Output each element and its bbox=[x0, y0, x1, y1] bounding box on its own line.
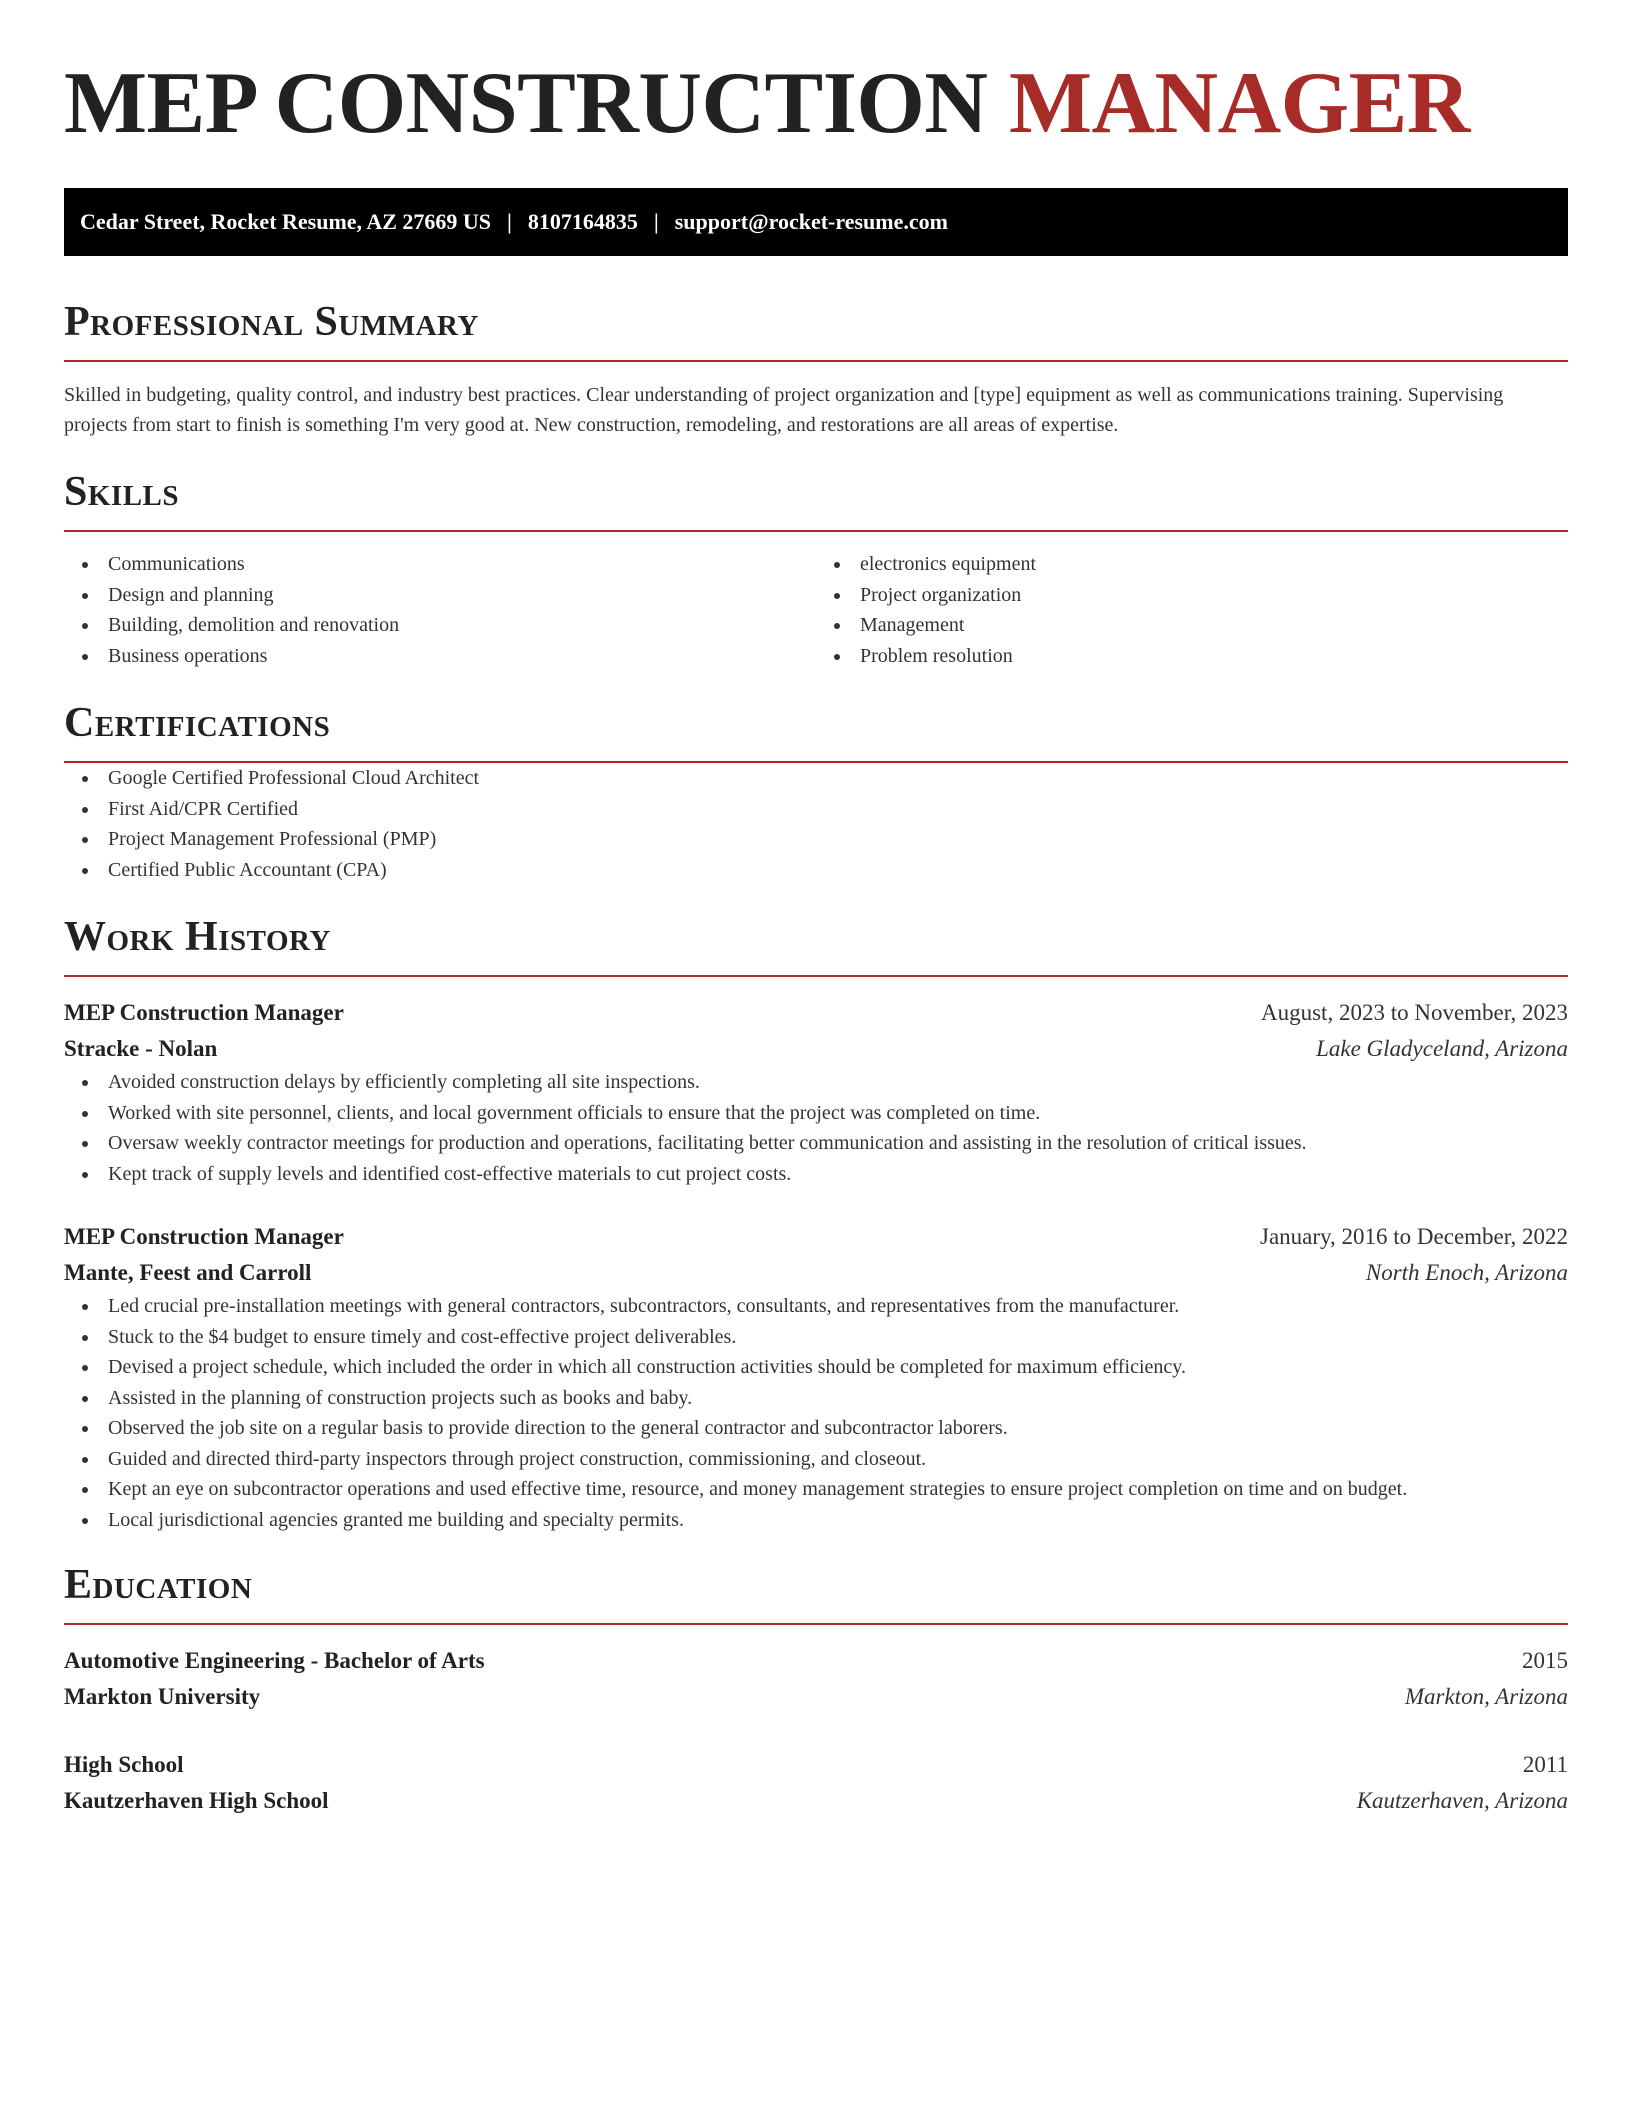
contact-address: Cedar Street, Rocket Resume, AZ 27669 US bbox=[80, 209, 492, 234]
skill-item: Problem resolution bbox=[816, 641, 1568, 672]
skills-section bbox=[64, 468, 1568, 671]
job-company: Mante, Feest and Carroll bbox=[64, 1260, 312, 1285]
section-title-work-history: Work History bbox=[64, 914, 331, 960]
certification-item: Certified Public Accountant (CPA) bbox=[64, 855, 1568, 886]
job-company-row bbox=[64, 1255, 1568, 1291]
job-header-row bbox=[64, 995, 1568, 1031]
job-duty: Assisted in the planning of construction projects such as books and baby. bbox=[64, 1383, 1568, 1414]
education-entry bbox=[64, 1643, 1568, 1715]
education-location: Markton, Arizona bbox=[1404, 1684, 1568, 1709]
certification-item: First Aid/CPR Certified bbox=[64, 794, 1568, 825]
education-header-row bbox=[64, 1643, 1568, 1679]
education-location: Kautzerhaven, Arizona bbox=[1356, 1788, 1568, 1813]
job-duty: Kept an eye on subcontractor operations and used effective time, resource, and money management strategies to ensure project completion on time and on budget. bbox=[64, 1474, 1568, 1505]
skill-item: electronics equipment bbox=[816, 549, 1568, 580]
job-duty: Stuck to the $4 budget to ensure timely and cost-effective project deliverables. bbox=[64, 1322, 1568, 1353]
education-header-row bbox=[64, 1747, 1568, 1783]
skills-grid bbox=[64, 549, 1568, 671]
resume-name bbox=[64, 55, 1568, 152]
job-entry bbox=[64, 995, 1568, 1189]
skill-item: Communications bbox=[64, 549, 816, 580]
job-duty: Guided and directed third-party inspectors through project construction, commissioning, and closeout. bbox=[64, 1444, 1568, 1475]
work-history-section bbox=[64, 913, 1568, 1535]
education-year: 2015 bbox=[1522, 1648, 1568, 1673]
job-duty: Devised a project schedule, which included the order in which all construction activities should be completed for maximum efficiency. bbox=[64, 1352, 1568, 1383]
job-duty: Observed the job site on a regular basis to provide direction to the general contractor and subcontractor laborers. bbox=[64, 1413, 1568, 1444]
education-section bbox=[64, 1561, 1568, 1819]
skill-item: Project organization bbox=[816, 580, 1568, 611]
job-entry bbox=[64, 1219, 1568, 1535]
summary-text: Skilled in budgeting, quality control, and industry best practices. Clear understanding of project organization and [type] equipment as well as communications training. Supervising projects from start to finish is something I'm very good at. New construction, remodeling, and restorations are all areas of expertise. bbox=[64, 384, 1504, 436]
contact-email: support@rocket-resume.com bbox=[674, 209, 948, 234]
name-accent: MANAGER bbox=[1008, 55, 1470, 152]
job-duties-list bbox=[64, 1067, 1568, 1189]
job-dates: January, 2016 to December, 2022 bbox=[1260, 1224, 1568, 1249]
skills-column-left bbox=[64, 549, 816, 671]
contact-bar bbox=[64, 188, 1568, 256]
education-degree: Automotive Engineering - Bachelor of Arts bbox=[64, 1648, 485, 1673]
job-dates: August, 2023 to November, 2023 bbox=[1261, 1000, 1568, 1025]
section-divider bbox=[64, 530, 1568, 532]
job-duty: Led crucial pre-installation meetings with general contractors, subcontractors, consultants, and representatives from the manufacturer. bbox=[64, 1291, 1568, 1322]
skill-item: Design and planning bbox=[64, 580, 816, 611]
skill-item: Business operations bbox=[64, 641, 816, 672]
contact-phone: 8107164835 bbox=[527, 209, 638, 234]
skill-item: Management bbox=[816, 610, 1568, 641]
section-title-certifications: Certifications bbox=[64, 700, 331, 746]
job-duty: Kept track of supply levels and identified cost-effective materials to cut project costs. bbox=[64, 1159, 1568, 1190]
job-title: MEP Construction Manager bbox=[64, 1224, 344, 1249]
job-duty: Oversaw weekly contractor meetings for production and operations, facilitating better communication and assisting in the resolution of critical issues. bbox=[64, 1128, 1568, 1159]
certifications-list bbox=[64, 763, 1568, 885]
certifications-section bbox=[64, 699, 1568, 885]
job-duty: Avoided construction delays by efficiently completing all site inspections. bbox=[64, 1067, 1568, 1098]
job-location: North Enoch, Arizona bbox=[1365, 1260, 1568, 1285]
education-entry bbox=[64, 1747, 1568, 1819]
certification-item: Google Certified Professional Cloud Architect bbox=[64, 763, 1568, 794]
education-school: Kautzerhaven High School bbox=[64, 1788, 329, 1813]
education-school: Markton University bbox=[64, 1684, 261, 1709]
section-divider bbox=[64, 360, 1568, 362]
certification-item: Project Management Professional (PMP) bbox=[64, 824, 1568, 855]
education-school-row bbox=[64, 1679, 1568, 1715]
job-title: MEP Construction Manager bbox=[64, 1000, 344, 1025]
skills-column-right bbox=[816, 549, 1568, 671]
education-year: 2011 bbox=[1522, 1752, 1568, 1777]
job-company-row bbox=[64, 1031, 1568, 1067]
job-location: Lake Gladyceland, Arizona bbox=[1316, 1036, 1568, 1061]
job-duty: Local jurisdictional agencies granted me building and specialty permits. bbox=[64, 1505, 1568, 1536]
skill-item: Building, demolition and renovation bbox=[64, 610, 816, 641]
section-title-summary: Professional Summary bbox=[64, 299, 479, 345]
section-title-skills: Skills bbox=[64, 469, 180, 515]
job-duty: Worked with site personnel, clients, and local government officials to ensure that the project was completed on time. bbox=[64, 1098, 1568, 1129]
job-header-row bbox=[64, 1219, 1568, 1255]
job-duties-list bbox=[64, 1291, 1568, 1535]
contact-separator: | bbox=[507, 209, 512, 234]
education-degree: High School bbox=[64, 1752, 184, 1777]
contact-separator: | bbox=[653, 209, 659, 234]
summary-section bbox=[64, 298, 1568, 440]
education-school-row bbox=[64, 1783, 1568, 1819]
section-title-education: Education bbox=[64, 1562, 253, 1608]
section-divider bbox=[64, 975, 1568, 977]
section-divider bbox=[64, 1623, 1568, 1625]
job-company: Stracke - Nolan bbox=[64, 1036, 218, 1061]
name-main: MEP CONSTRUCTION bbox=[64, 55, 988, 152]
